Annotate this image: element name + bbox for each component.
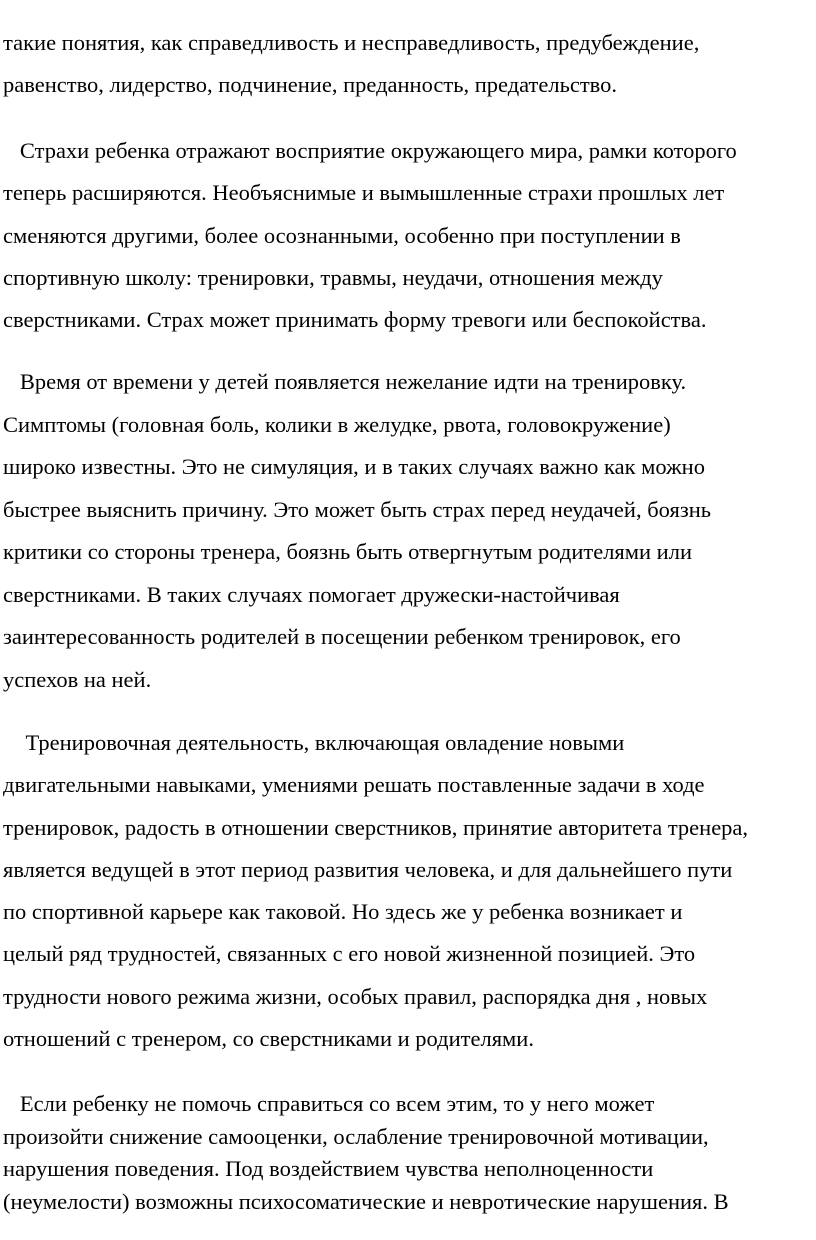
text-line: по спортивной карьере как таковой. Но здесь же у ребенка возникает и: [3, 899, 683, 925]
text-line: быстрее выяснить причину. Это может быть страх перед неудачей, боязнь: [3, 496, 712, 522]
paragraph: [3, 130, 815, 341]
text-line: теперь расширяются. Необъяснимые и вымышленные страхи прошлых лет: [3, 180, 725, 206]
text-line: Страхи ребенка отражают восприятие окружающего мира, рамки которого: [3, 138, 737, 163]
text-line: сверстниками. Страх может принимать форму тревоги или беспокойства.: [3, 307, 707, 333]
text-line: целый ряд трудностей, связанных с его новой жизненной позицией. Это: [3, 941, 696, 967]
paragraph: [3, 22, 815, 105]
text-line: двигательными навыками, умениями решать поставленные задачи в ходе: [3, 772, 705, 798]
text-line: критики со стороны тренера, боязнь быть отвергнутым родителями или: [3, 539, 692, 564]
paragraph: [3, 361, 815, 701]
text-line: нарушения поведения. Под воздействием чувства неполноценности: [3, 1156, 654, 1181]
paragraph: [3, 1088, 815, 1218]
text-line: Тренировочная деятельность, включающая овладение новыми: [3, 730, 625, 755]
text-line: является ведущей в этот период развития человека, и для дальнейшего пути: [3, 856, 733, 882]
text-line: Если ребенку не помочь справиться со всем этим, то у него может: [3, 1091, 655, 1116]
text-line: широко известны. Это не симуляция, и в таких случаях важно как можно: [3, 454, 705, 479]
text-line: тренировок, радость в отношении сверстников, принятие авторитета тренера,: [3, 814, 749, 840]
text-line: сверстниками. В таких случаях помогает дружески-настойчивая: [3, 581, 620, 607]
text-line: (неумелости) возможны психосоматические и невротические нарушения. В: [3, 1188, 729, 1214]
text-line: трудности нового режима жизни, особых правил, распорядка дня , новых: [3, 983, 708, 1009]
text-line: сменяются другими, более осознанными, особенно при поступлении в: [3, 222, 681, 248]
text-line: заинтересованность родителей в посещении ребенком тренировок, его: [3, 624, 681, 649]
text-line: произойти снижение самооценки, ослабление тренировочной мотивации,: [3, 1123, 709, 1149]
text-line: равенство, лидерство, подчинение, преданность, предательство.: [3, 71, 618, 97]
text-line: успехов на ней.: [3, 666, 152, 692]
text-line: Симптомы (головная боль, колики в желудке, рвота, головокружение): [3, 411, 671, 437]
text-line: такие понятия, как справедливость и несправедливость, предубеждение,: [3, 30, 700, 55]
paragraph: [3, 722, 815, 1060]
text-line: отношений с тренером, со сверстниками и родителями.: [3, 1026, 534, 1052]
text-line: Время от времени у детей появляется нежелание идти на тренировку.: [3, 369, 687, 394]
text-line: спортивную школу: тренировки, травмы, неудачи, отношения между: [3, 264, 663, 290]
